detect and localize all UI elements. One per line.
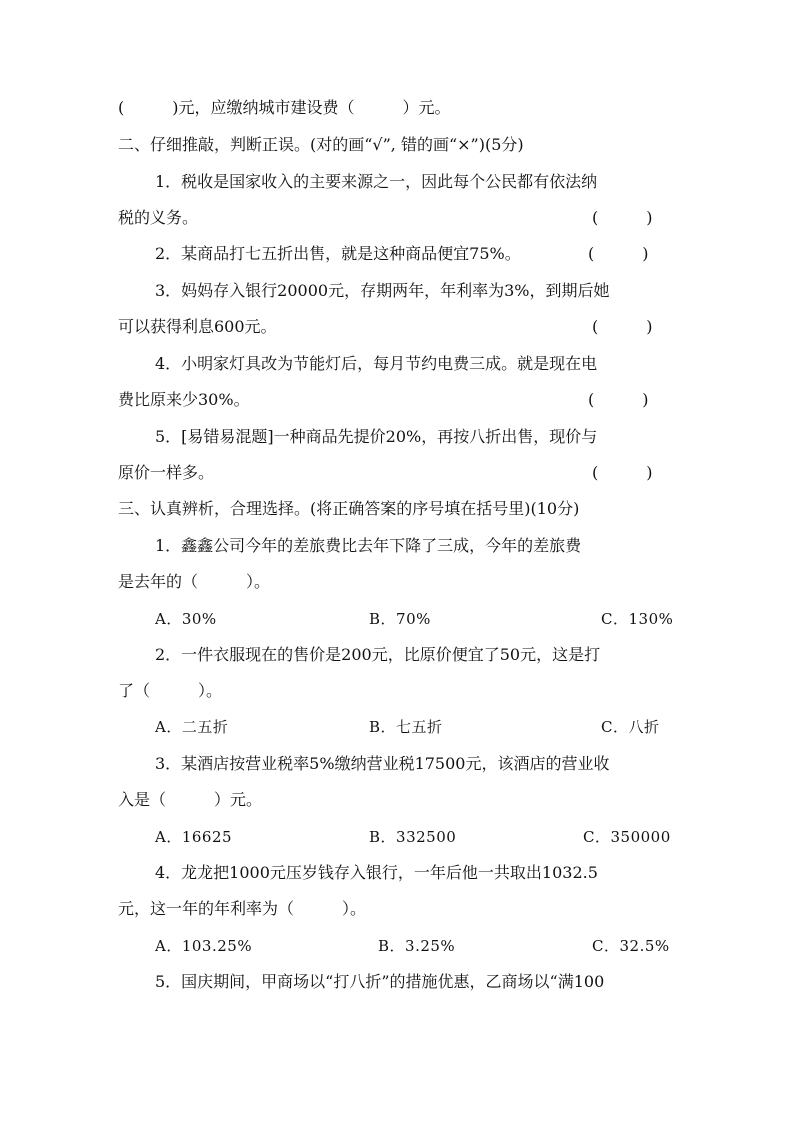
s2-question-5: 5．[易错易混题]一种商品先提价20%，再按八折出售，现价与 — [155, 427, 598, 446]
answer-blank[interactable]: ( ) — [592, 317, 653, 336]
option-a[interactable]: A．103.25% — [155, 937, 253, 955]
s2-question-4: 4．小明家灯具改为节能灯后，每月节约电费三成。就是现在电 — [155, 354, 598, 373]
answer-blank[interactable]: ( ) — [592, 208, 653, 227]
s3-question-5: 5．国庆期间，甲商场以“打八折”的措施优惠，乙商场以“满100 — [155, 972, 605, 991]
option-c[interactable]: C．350000 — [583, 828, 671, 846]
s2-question-3-cont: 可以获得利息600元。 — [118, 317, 277, 336]
section-3-title: 三、认真辨析，合理选择。(将正确答案的序号填在括号里)(10分) — [118, 499, 580, 518]
s3-question-2-cont: 了（ ）。 — [118, 681, 223, 700]
answer-blank[interactable]: ( ) — [592, 463, 653, 482]
answer-blank[interactable]: ( ) — [588, 244, 649, 263]
s3-question-4-cont: 元，这一年的年利率为（ ）。 — [118, 899, 367, 918]
option-b[interactable]: B．332500 — [369, 828, 457, 846]
s2-question-3: 3．妈妈存入银行20000元，存期两年，年利率为3%，到期后她 — [155, 281, 610, 300]
s2-question-1-cont: 税的义务。 — [118, 208, 199, 227]
s3-question-3: 3．某酒店按营业税率5%缴纳营业税17500元，该酒店的营业收 — [155, 754, 610, 773]
s3-question-1: 1．鑫鑫公司今年的差旅费比去年下降了三成，今年的差旅费 — [155, 536, 582, 555]
s2-question-4-cont: 费比原来少30%。 — [118, 390, 250, 409]
s2-question-1: 1．税收是国家收入的主要来源之一，因此每个公民都有依法纳 — [155, 172, 598, 191]
s2-question-5-cont: 原价一样多。 — [118, 463, 215, 482]
s3-question-2: 2．一件衣服现在的售价是200元，比原价便宜了50元，这是打 — [155, 645, 601, 664]
option-c[interactable]: C．八折 — [601, 718, 660, 736]
option-b[interactable]: B．七五折 — [369, 718, 443, 736]
section-2-title: 二、仔细推敲，判断正误。(对的画“√”, 错的画“×”)(5分) — [118, 135, 524, 154]
s3-question-3-cont: 入是（ ）元。 — [118, 790, 263, 809]
option-b[interactable]: B．70% — [369, 610, 431, 628]
option-c[interactable]: C．130% — [601, 610, 674, 628]
option-a[interactable]: A．30% — [155, 610, 217, 628]
text-line: ( )元，应缴纳城市建设费（ ）元。 — [118, 98, 451, 117]
option-b[interactable]: B．3.25% — [378, 937, 456, 955]
s3-question-1-cont: 是去年的（ ）。 — [118, 572, 271, 591]
option-a[interactable]: A．二五折 — [155, 718, 229, 736]
option-a[interactable]: A．16625 — [155, 828, 233, 846]
s2-question-2: 2．某商品打七五折出售，就是这种商品便宜75%。 — [155, 244, 521, 263]
s3-question-4: 4．龙龙把1000元压岁钱存入银行，一年后他一共取出1032.5 — [155, 863, 598, 882]
option-c[interactable]: C．32.5% — [592, 937, 670, 955]
answer-blank[interactable]: ( ) — [588, 390, 649, 409]
